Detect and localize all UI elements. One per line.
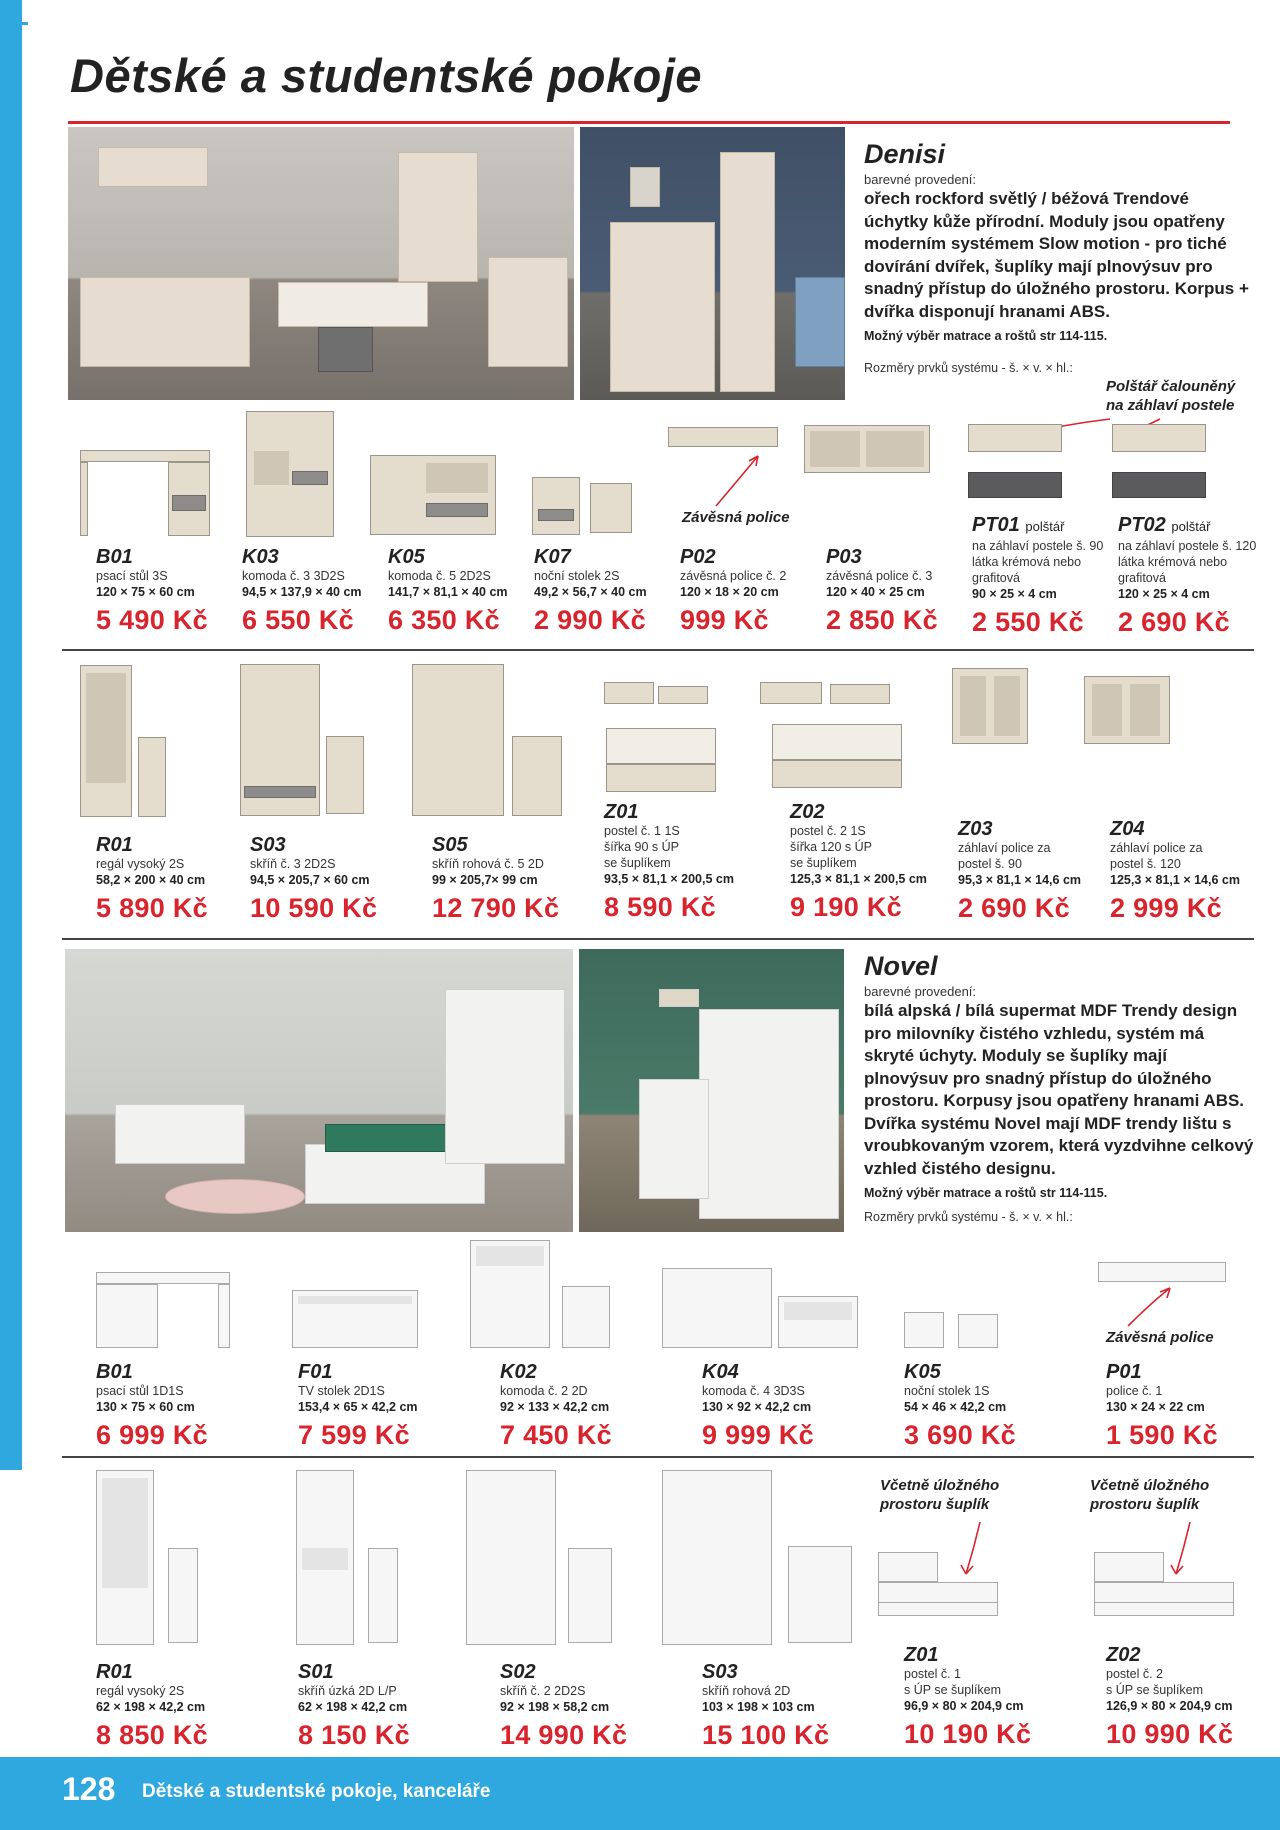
- price: 5 490 Kč: [96, 605, 208, 635]
- product-denisi-pt01: PT01 polštář na záhlaví postele š. 90 látka krémová nebo grafitová 90 × 25 × 4 cm 2 550 Kč: [972, 514, 1118, 638]
- shelf-p03-image: [804, 425, 930, 473]
- novel-body-text: bílá alpská / bílá supermat MDF Trendy design pro milovníky čistého vzhledu, systém má skryté úchyty. Moduly se šuplíky mají plnovýsuv pro snadný přístup do úložného prostoru. Korpusy jsou opatřeny hranami ABS. Dvířka systému Novel mají MDF trendy lištu s vroubkovaným vzorem, která vyzdvihne celkový vzhled čistého designu.: [864, 1001, 1254, 1178]
- price: 8 850 Kč: [96, 1720, 208, 1750]
- novel-wardrobe-photo: [579, 949, 844, 1232]
- tv-stand-f01-image: [292, 1290, 418, 1348]
- novel-note: Možný výběr matrace a roštů str 114-115.: [864, 1186, 1108, 1200]
- headboard-z04-image: [1084, 676, 1174, 744]
- novel-room-photo: [65, 949, 573, 1232]
- price: 15 100 Kč: [702, 1720, 830, 1750]
- price: 6 999 Kč: [96, 1420, 208, 1450]
- price: 999 Kč: [680, 605, 769, 635]
- arrow-icon: [708, 450, 768, 510]
- shelf-p02-image: [668, 427, 778, 449]
- price: 6 550 Kč: [242, 605, 354, 635]
- novel-name: Novel: [864, 951, 938, 981]
- product-novel-r01: R01 regál vysoký 2S 62 × 198 × 42,2 cm 8 850 Kč: [96, 1661, 246, 1751]
- product-denisi-s03: S03 skříň č. 3 2D2S 94,5 × 205,7 × 60 cm 10 590 Kč: [250, 834, 400, 924]
- product-denisi-b01: B01 psací stůl 3S 120 × 75 × 60 cm 5 490 Kč: [96, 546, 246, 636]
- nightstand-k07-image: [532, 477, 632, 535]
- novel-color-label: barevné provedení:: [864, 984, 977, 999]
- price: 1 590 Kč: [1106, 1420, 1218, 1450]
- price: 7 599 Kč: [298, 1420, 410, 1450]
- denisi-shelf-photo: [580, 127, 845, 400]
- wardrobe-s01-image: [296, 1470, 400, 1645]
- arrow-icon: [1120, 1282, 1180, 1332]
- side-mark: [20, 22, 28, 25]
- wardrobe-s03-image: [240, 664, 364, 816]
- price: 12 790 Kč: [432, 893, 560, 923]
- bookcase-r01-image: [80, 665, 166, 817]
- product-denisi-z03: Z03 záhlaví police za postel š. 90 95,3 × 81,1 × 14,6 cm 2 690 Kč: [958, 818, 1108, 924]
- corner-wardrobe-s05-image: [412, 664, 562, 816]
- price: 2 999 Kč: [1110, 893, 1222, 923]
- row-divider: [62, 1456, 1254, 1458]
- product-denisi-p03: P03 závěsná police č. 3 120 × 40 × 25 cm 2 850 Kč: [826, 546, 976, 636]
- product-denisi-k05: K05 komoda č. 5 2D2S 141,7 × 81,1 × 40 cm 6 350 Kč: [388, 546, 538, 636]
- denisi-description: [864, 139, 1254, 375]
- dresser-k03-image: [246, 411, 334, 537]
- pillow-pt02-image: [1112, 424, 1208, 500]
- page-number: 128: [62, 1771, 116, 1807]
- corner-wardrobe-s03-image: [662, 1470, 854, 1645]
- product-novel-s02: S02 skříň č. 2 2D2S 92 × 198 × 58,2 cm 14 990 Kč: [500, 1661, 650, 1751]
- product-denisi-z01: Z01 postel č. 1 1S šířka 90 s ÚP se šuplíkem 93,5 × 81,1 × 200,5 cm 8 590 Kč: [604, 801, 784, 923]
- bed-z01-image: [600, 670, 720, 792]
- price: 2 690 Kč: [1118, 607, 1230, 637]
- price: 6 350 Kč: [388, 605, 500, 635]
- product-denisi-p02: P02 závěsná police č. 2 120 × 18 × 20 cm 999 Kč: [680, 546, 830, 636]
- product-novel-z02: Z02 postel č. 2 s ÚP se šuplíkem 126,9 × 80 × 204,9 cm 10 990 Kč: [1106, 1644, 1266, 1750]
- bed-z02-image: [760, 668, 908, 792]
- shelf-p01-image: [1098, 1262, 1226, 1284]
- price: 2 690 Kč: [958, 893, 1070, 923]
- denisi-name: Denisi: [864, 139, 946, 169]
- price: 10 590 Kč: [250, 893, 378, 923]
- price: 14 990 Kč: [500, 1720, 628, 1750]
- desk-b01-image: [80, 450, 210, 536]
- price: 3 690 Kč: [904, 1420, 1016, 1450]
- denisi-body-text: ořech rockford světlý / béžová Trendové úchytky kůže přírodní. Moduly jsou opatřeny moderním systémem Slow motion - pro tiché dovírání dvířek, šuplíky mají plnovýsuv pro snadný přístup do úložného prostoru. Korpus + dvířka disponují hranami ABS.: [864, 189, 1249, 321]
- product-denisi-z04: Z04 záhlaví police za postel š. 120 125,3 × 81,1 × 14,6 cm 2 999 Kč: [1110, 818, 1260, 924]
- row-divider: [62, 938, 1254, 940]
- denisi-pillow-callout: Polštář čalouněný na záhlaví postele: [1106, 378, 1236, 414]
- product-denisi-k07: K07 noční stolek 2S 49,2 × 56,7 × 40 cm 2 990 Kč: [534, 546, 684, 636]
- price: 2 850 Kč: [826, 605, 938, 635]
- price: 9 190 Kč: [790, 892, 902, 922]
- product-novel-s03: S03 skříň rohová 2D 103 × 198 × 103 cm 15 100 Kč: [702, 1661, 852, 1751]
- product-novel-k02: K02 komoda č. 2 2D 92 × 133 × 42,2 cm 7 450 Kč: [500, 1361, 650, 1451]
- product-denisi-r01: R01 regál vysoký 2S 58,2 × 200 × 40 cm 5 890 Kč: [96, 834, 246, 924]
- pillow-pt01-image: [968, 424, 1064, 500]
- page-footer: [0, 1757, 1280, 1830]
- price: 8 150 Kč: [298, 1720, 410, 1750]
- title-divider: [68, 121, 1230, 124]
- price: 2 990 Kč: [534, 605, 646, 635]
- dresser-k04-image: [662, 1268, 858, 1348]
- denisi-color-label: barevné provedení:: [864, 172, 977, 187]
- price: 9 999 Kč: [702, 1420, 814, 1450]
- nightstand-k05-image: [904, 1312, 1000, 1348]
- denisi-room-photo: [68, 127, 574, 400]
- footer-section-label: Dětské a studentské pokoje, kanceláře: [142, 1781, 491, 1802]
- bookcase-r01-image: [96, 1470, 200, 1645]
- product-novel-p01: P01 police č. 1 130 × 24 × 22 cm 1 590 Kč: [1106, 1361, 1256, 1451]
- price: 5 890 Kč: [96, 893, 208, 923]
- product-novel-s01: S01 skříň úzká 2D L/P 62 × 198 × 42,2 cm 8 150 Kč: [298, 1661, 448, 1751]
- headboard-z03-image: [952, 668, 1032, 744]
- novel-drawer-callout-1: Včetně úložného prostoru šuplík: [880, 1477, 1000, 1513]
- novel-description: [864, 951, 1254, 1224]
- novel-dimensions-label: Rozměry prvků systému - š. × v. × hl.:: [864, 1210, 1073, 1224]
- product-novel-b01: B01 psací stůl 1D1S 130 × 75 × 60 cm 6 999 Kč: [96, 1361, 246, 1451]
- denisi-shelf-callout: Závěsná police: [682, 509, 790, 526]
- product-novel-f01: F01 TV stolek 2D1S 153,4 × 65 × 42,2 cm 7 599 Kč: [298, 1361, 448, 1451]
- product-denisi-pt02: PT02 polštář na záhlaví postele š. 120 látka krémová nebo grafitová 120 × 25 × 4 cm 2 690 Kč: [1118, 514, 1264, 638]
- dresser-k05-image: [370, 455, 496, 535]
- product-novel-k05: K05 noční stolek 1S 54 × 46 × 42,2 cm 3 690 Kč: [904, 1361, 1054, 1451]
- side-accent-bar: [0, 0, 22, 1470]
- novel-shelf-callout: Závěsná police: [1106, 1329, 1214, 1346]
- price: 10 190 Kč: [904, 1719, 1032, 1749]
- desk-b01-image: [96, 1272, 230, 1348]
- product-novel-z01: Z01 postel č. 1 s ÚP se šuplíkem 96,9 × 80 × 204,9 cm 10 190 Kč: [904, 1644, 1064, 1750]
- denisi-note: Možný výběr matrace a roštů str 114-115.: [864, 329, 1108, 343]
- price: 2 550 Kč: [972, 607, 1084, 637]
- product-denisi-k03: K03 komoda č. 3 3D2S 94,5 × 137,9 × 40 cm 6 550 Kč: [242, 546, 392, 636]
- wardrobe-s02-image: [466, 1470, 614, 1645]
- arrow-icon: [950, 1518, 990, 1578]
- novel-drawer-callout-2: Včetně úložného prostoru šuplík: [1090, 1477, 1210, 1513]
- page-title: Dětské a studentské pokoje: [70, 49, 703, 102]
- product-novel-k04: K04 komoda č. 4 3D3S 130 × 92 × 42,2 cm 9 999 Kč: [702, 1361, 852, 1451]
- arrow-icon: [1160, 1518, 1200, 1578]
- product-denisi-z02: Z02 postel č. 2 1S šířka 120 s ÚP se šuplíkem 125,3 × 81,1 × 200,5 cm 9 190 Kč: [790, 801, 970, 923]
- price: 8 590 Kč: [604, 892, 716, 922]
- product-denisi-s05: S05 skříň rohová č. 5 2D 99 × 205,7× 99 cm 12 790 Kč: [432, 834, 582, 924]
- dresser-k02-image: [470, 1240, 612, 1348]
- row-divider: [62, 649, 1254, 651]
- price: 7 450 Kč: [500, 1420, 612, 1450]
- price: 10 990 Kč: [1106, 1719, 1234, 1749]
- denisi-dimensions-label: Rozměry prvků systému - š. × v. × hl.:: [864, 361, 1073, 375]
